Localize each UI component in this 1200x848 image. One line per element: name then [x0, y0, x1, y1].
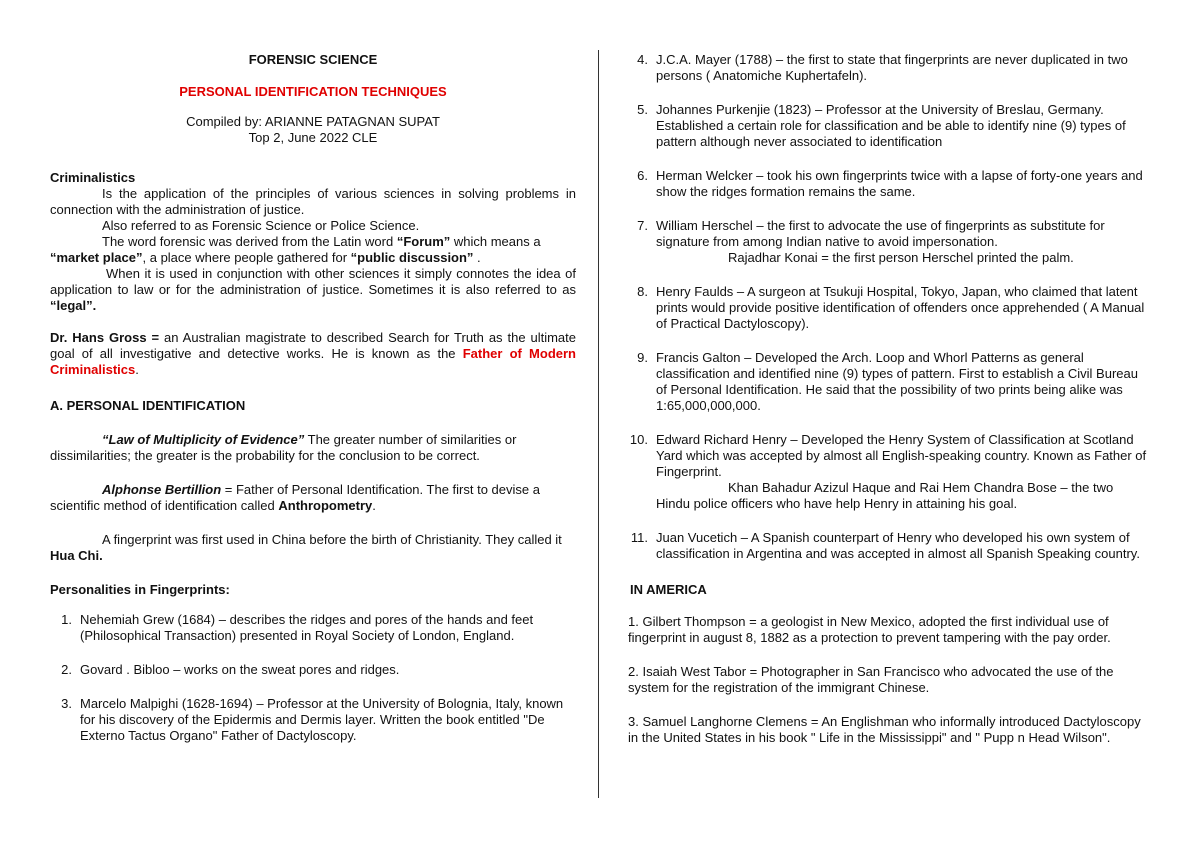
herschel-subnote: Rajadhar Konai = the first person Herschel printed the palm.	[728, 250, 1074, 265]
america-item: 1. Gilbert Thompson = a geologist in New Mexico, adopted the first individual use of fingerprint in august 8, 1882 as a protection to prevent tampering with the pay order.	[628, 614, 1111, 645]
left-column	[50, 52, 576, 744]
list-item: 8. Henry Faulds – A surgeon at Tsukuji Hospital, Tokyo, Japan, who claimed that latent prints would provide positive identification of offenders once apprehended ( A Manual of Practical Dactyloscopy).	[637, 284, 1145, 331]
personal-identification-heading: A. PERSONAL IDENTIFICATION	[50, 398, 246, 413]
list-item: 3. Marcelo Malpighi (1628-1694) – Professor at the University of Bolognia, Italy, known for his discovery of the Epidermis and Dermis layer. Written the book entitled "De Externo Tactus Organo" Father of Dactyloscopy.	[61, 696, 564, 743]
america-item: 3. Samuel Langhorne Clemens = An Englishman who informally introduced Dactyloscopy in the United States in his book " Life in the Mississippi" and " Pupp n Head Wilson".	[628, 714, 1141, 745]
document-subtitle: PERSONAL IDENTIFICATION TECHNIQUES	[179, 84, 447, 99]
hans-gross-paragraph: Dr. Hans Gross = an Australian magistrate to described Search for Truth as the ultimate goal of all investigative and detective works. He is known as the Father of Modern Criminalistics.	[50, 330, 576, 377]
list-item: 4. J.C.A. Mayer (1788) – the first to state that fingerprints are never duplicated in two persons ( Anatomiche Kuphertafeln).	[637, 52, 1128, 83]
list-item: 1. Nehemiah Grew (1684) – describes the ridges and pores of the hands and feet (Philosophical Transaction) presented in Royal Society of London, England.	[61, 612, 534, 643]
law-multiplicity-paragraph: “Law of Multiplicity of Evidence” The greater number of similarities or dissimilarities; the greater is the probability for the conclusion to be correct.	[50, 432, 517, 463]
list-item: 9. Francis Galton – Developed the Arch. Loop and Whorl Patterns as general classification and identified nine (9) types of pattern. First to establish a Civil Bureau of Personal Identification. He said that the possibility of two prints being alike was 1:65,000,000,000.	[637, 350, 1138, 413]
list-item: 2. Govard . Bibloo – works on the sweat pores and ridges.	[61, 662, 400, 677]
right-column	[628, 52, 1150, 746]
list-item: 10. Edward Richard Henry – Developed the Henry System of Classification at Scotland Yard which was accepted by almost all English-speaking country. Known as Father of Fingerprint. Khan Bahadur Azizul Haque and Rai Hem Chandra Bose – the two Hindu police officers who have help Henry in attaining his goal.	[629, 432, 1147, 511]
criminalistics-definition: Is the application of the principles of various sciences in solving problems in connection with the administration of justice.	[50, 186, 576, 217]
henry-subnote: Khan Bahadur Azizul Haque and Rai Hem Chandra Bose – the two Hindu police officers who have help Henry in attaining his goal.	[656, 480, 1114, 511]
bertillon-paragraph: Alphonse Bertillion = Father of Personal Identification. The first to devise a scientific method of identification called Anthropometry.	[50, 482, 540, 513]
criminalistics-heading: Criminalistics	[50, 170, 136, 185]
list-item: 5. Johannes Purkenjie (1823) – Professor at the University of Breslau, Germany. Established a certain role for classification and be able to identify nine (9) types of pattern although never associated to identification	[637, 102, 1126, 149]
list-item: 7. William Herschel – the first to advocate the use of fingerprints as substitute for signature from among Indian native to avoid impersonation. Rajadhar Konai = the first person Herschel printed the palm.	[637, 218, 1105, 265]
forensic-connotation: When it is used in conjunction with other sciences it simply connotes the idea of application to law or for the administration of justice. Sometimes it is also referred to as “legal”.	[50, 266, 576, 313]
list-item: 11. Juan Vucetich – A Spanish counterpart of Henry who developed his own system of classification in Argentina and was accepted in almost all Spanish Speaking country.	[630, 530, 1140, 561]
document-title: FORENSIC SCIENCE	[248, 52, 378, 67]
personalities-heading: Personalities in Fingerprints:	[50, 582, 230, 597]
date-line: Top 2, June 2022 CLE	[248, 130, 378, 145]
column-divider	[598, 50, 599, 798]
hua-chi-paragraph: A fingerprint was first used in China before the birth of Christianity. They called it Hua Chi.	[50, 532, 562, 563]
compiled-by: Compiled by: ARIANNE PATAGNAN SUPAT	[186, 114, 440, 129]
in-america-heading: IN AMERICA	[630, 582, 707, 597]
america-item: 2. Isaiah West Tabor = Photographer in San Francisco who advocated the use of the system for the registration of the immigrant Chinese.	[628, 664, 1114, 695]
list-item: 6. Herman Welcker – took his own fingerprints twice with a lapse of forty-one years and show the ridges formation remains the same.	[637, 168, 1143, 199]
forensic-etymology: The word forensic was derived from the Latin word “Forum” which means a “market place”, a place where people gathered for “public discussion” .	[50, 234, 541, 265]
criminalistics-alias: Also referred to as Forensic Science or Police Science.	[102, 218, 420, 233]
